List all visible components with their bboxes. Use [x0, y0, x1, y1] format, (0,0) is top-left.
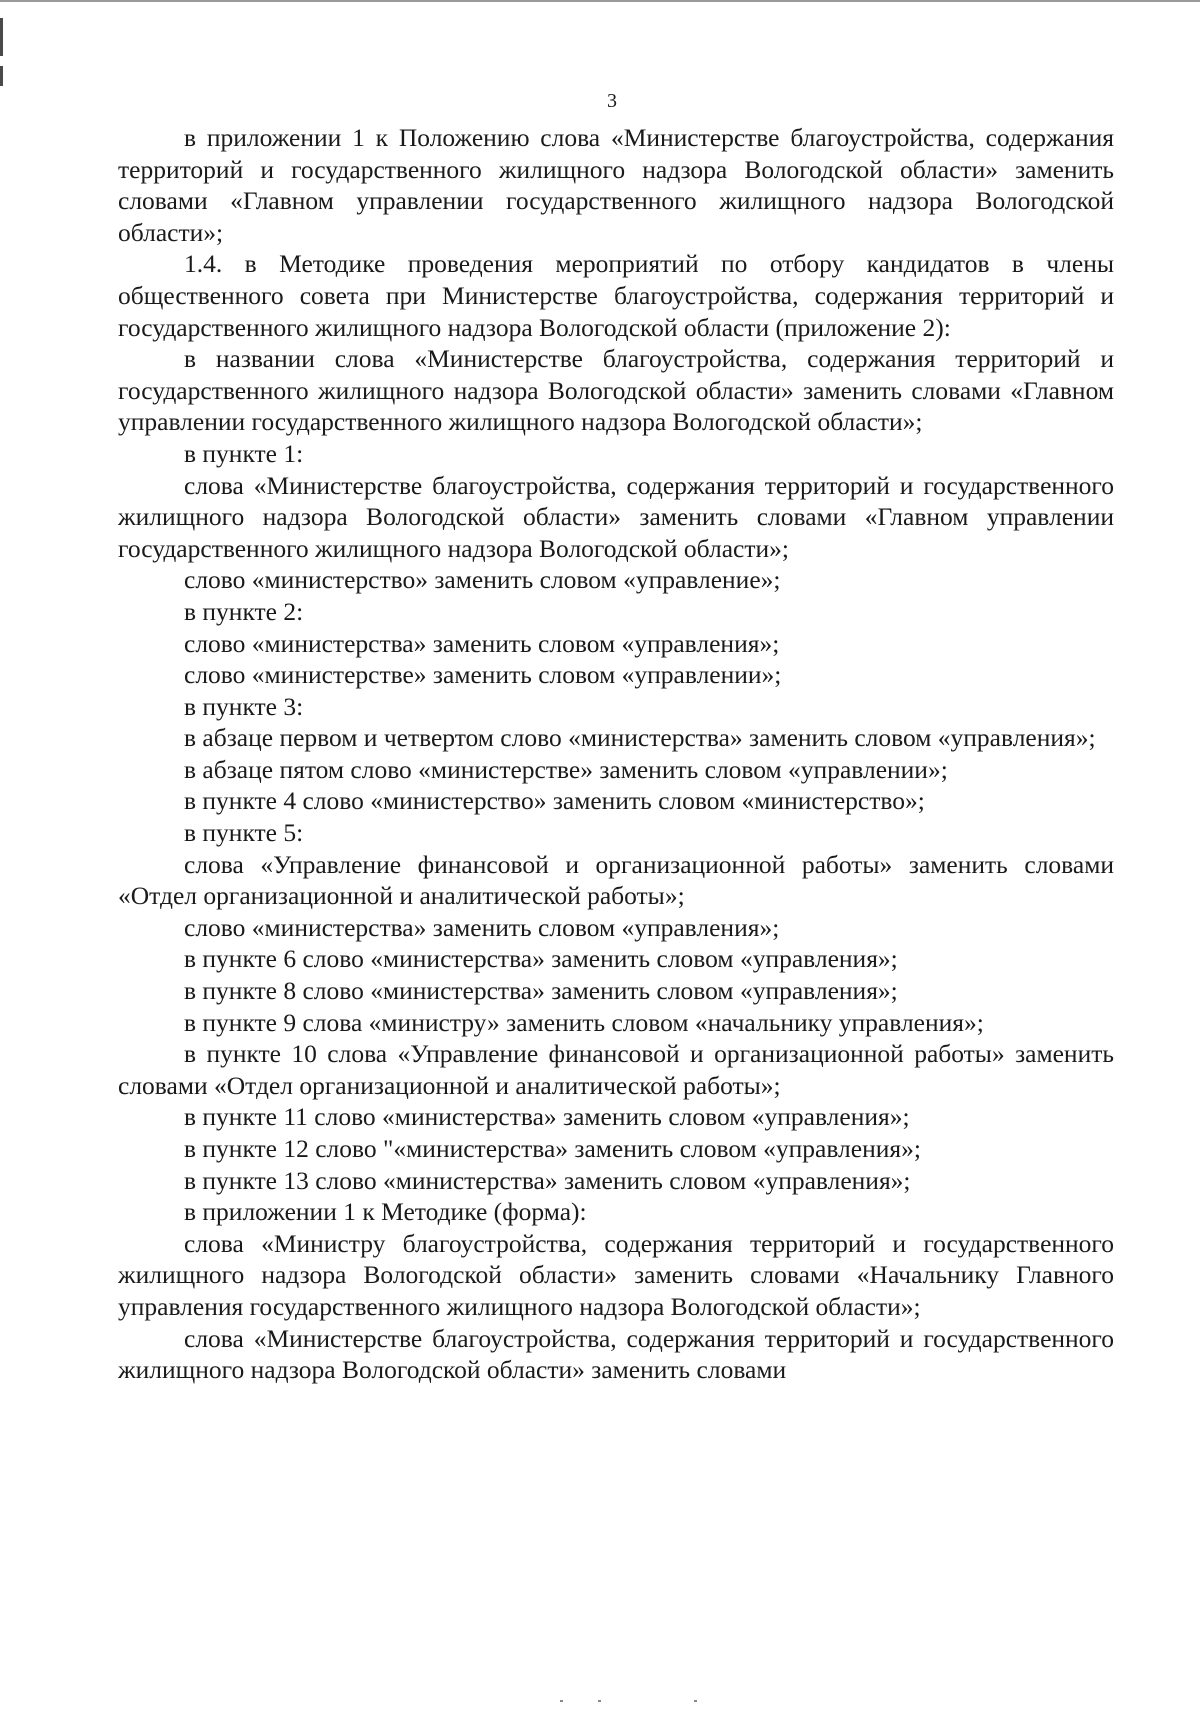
- paragraph: 1.4. в Методике проведения мероприятий по отбору кандидатов в члены общественного совета при Министерстве благоустройства, содержания территорий и государственного жилищного надзора Вологодской области (приложение 2):: [118, 249, 1114, 342]
- scan-speck: [560, 1700, 563, 1702]
- scan-speck: [694, 1700, 697, 1702]
- paragraph: слова «Министерстве благоустройства, содержания территорий и государственного жилищного надзора Вологодской области» заменить словами «Главном управлении государственного жилищного надзора Вологодской области»;: [118, 470, 1114, 563]
- scan-edge-mark: [0, 66, 3, 86]
- paragraph: в пункте 3:: [184, 691, 304, 721]
- paragraph: в пункте 5:: [184, 818, 304, 848]
- scan-top-edge: [0, 0, 1200, 2]
- paragraph: слова «Министру благоустройства, содержания территорий и государственного жилищного надзора Вологодской области» заменить словами «Начальнику Главного управления государственного жилищного надзора Вологодской области»;: [118, 1228, 1114, 1321]
- scan-specks: [0, 1700, 1200, 1704]
- paragraph: в абзаце пятом слово «министерстве» заменить словом «управлении»;: [184, 754, 948, 784]
- paragraph: в пункте 2:: [184, 596, 304, 626]
- paragraph: слово «министерства» заменить словом «управления»;: [184, 628, 780, 658]
- scan-edge-mark: [0, 18, 3, 56]
- paragraph: в приложении 1 к Положению слова «Министерстве благоустройства, содержания территорий и государственного жилищного надзора Вологодской области» заменить словами «Главном управлении государственного жилищного надзора Вологодской области»;: [118, 123, 1114, 247]
- paragraph: слово «министерство» заменить словом «управление»;: [184, 565, 781, 595]
- paragraph: в названии слова «Министерстве благоустройства, содержания территорий и государственного жилищного надзора Вологодской области» заменить словами «Главном управлении государственного жилищного надзора Вологодской области»;: [118, 344, 1114, 437]
- paragraph: в абзаце первом и четвертом слово «министерства» заменить словом «управления»;: [184, 723, 1096, 753]
- paragraph: в пункте 12 слово "«министерства» заменить словом «управления»;: [184, 1134, 921, 1163]
- paragraph: слово «министерства» заменить словом «управления»;: [184, 912, 780, 942]
- paragraph: в пункте 6 слово «министерства» заменить словом «управления»;: [184, 944, 898, 974]
- paragraph: в приложении 1 к Методике (форма):: [184, 1197, 587, 1227]
- paragraph: в пункте 10 слова «Управление финансовой и организационной работы» заменить словами «Отдел организационной и аналитической работы»;: [118, 1039, 1114, 1100]
- paragraph: в пункте 4 слово «министерство» заменить словом «министерство»;: [184, 786, 925, 816]
- document-body: [118, 122, 1114, 1386]
- paragraph: в пункте 1:: [184, 438, 304, 468]
- paragraph: в пункте 8 слово «министерства» заменить словом «управления»;: [184, 976, 898, 1006]
- paragraph: слова «Министерстве благоустройства, содержания территорий и государственного жилищного надзора Вологодской области» заменить словами: [118, 1323, 1114, 1385]
- paragraph: слова «Управление финансовой и организационной работы» заменить словами «Отдел организационной и аналитической работы»;: [118, 849, 1114, 911]
- page-number: 3: [607, 90, 617, 112]
- paragraph: в пункте 11 слово «министерства» заменить словом «управления»;: [184, 1102, 910, 1132]
- paragraph: слово «министерстве» заменить словом «управлении»;: [184, 660, 782, 690]
- scan-speck: [598, 1700, 601, 1702]
- paragraph: в пункте 9 слова «министру» заменить словом «начальнику управления»;: [184, 1007, 984, 1037]
- paragraph: в пункте 13 слово «министерства» заменить словом «управления»;: [184, 1165, 911, 1195]
